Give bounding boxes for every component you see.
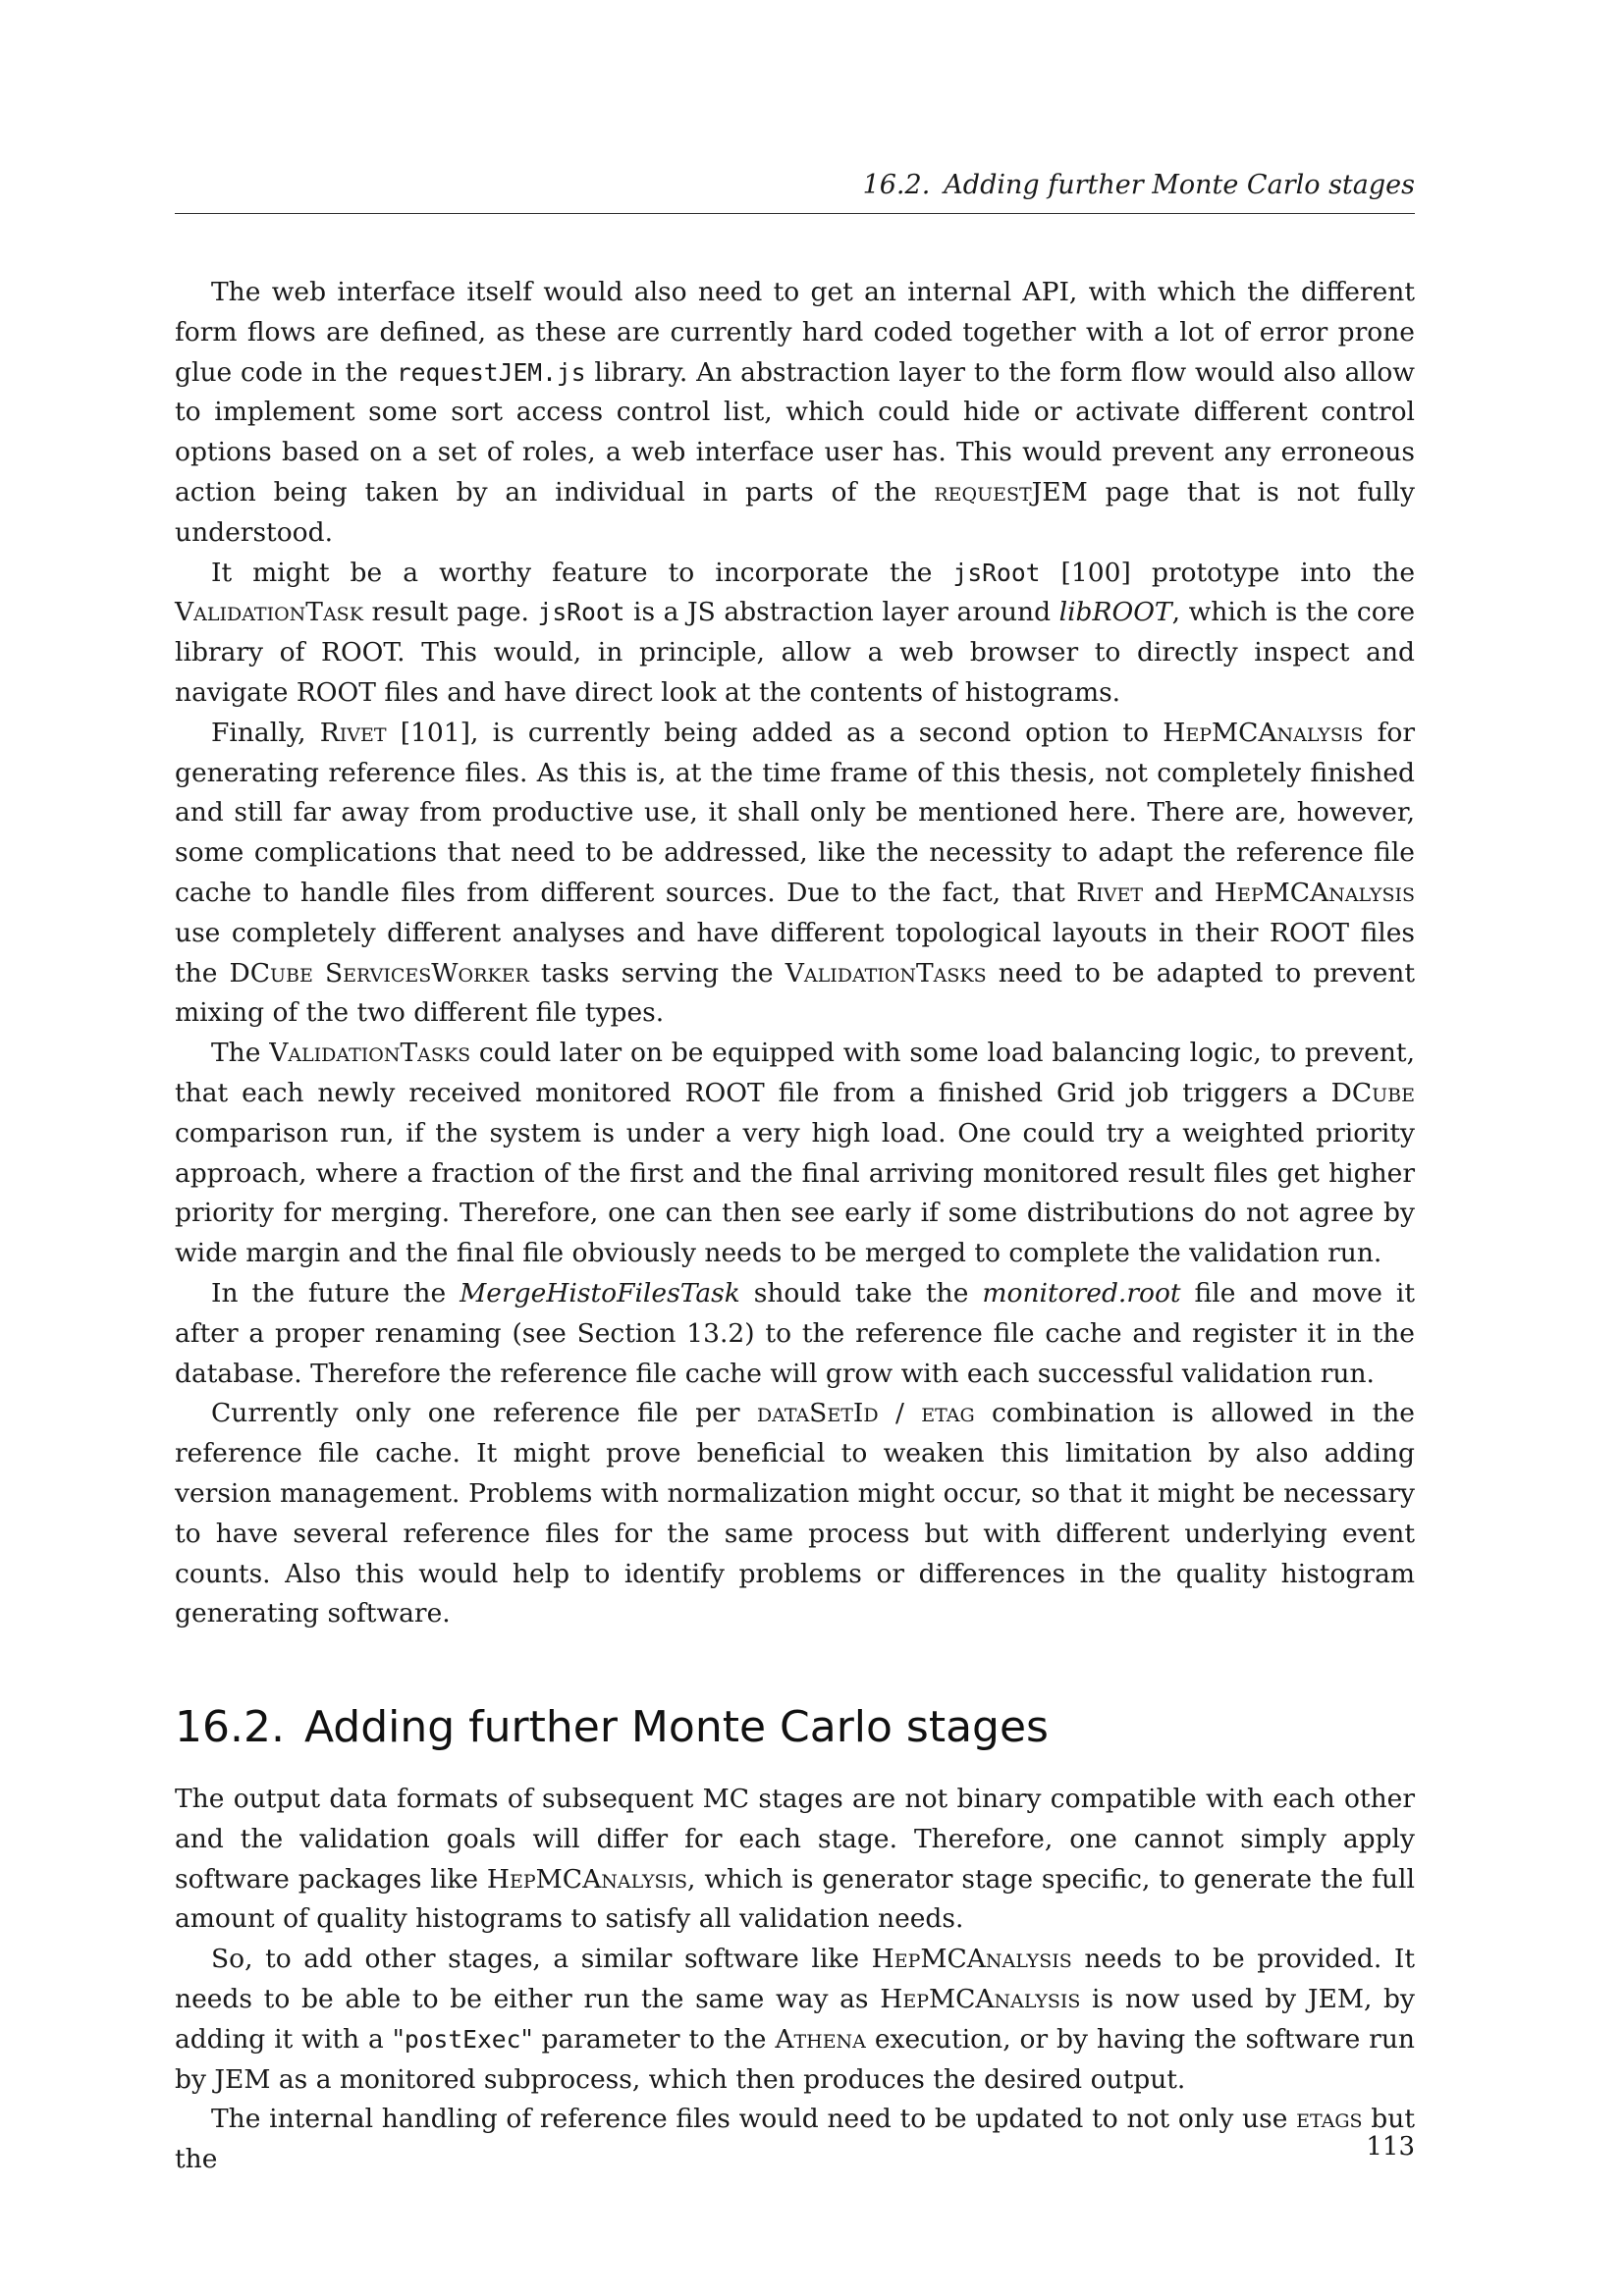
code-jsroot: jsRoot	[952, 558, 1041, 587]
body-text	[175, 273, 1415, 2180]
paragraph-output-formats: The output data formats of subsequent MC stages are not binary compatible with each other and the validation goals will differ for each stage. Therefore, one cannot simply apply software packages like HepMCAnalysis, which is generator stage specific, to generate the full amount of quality histograms to satisfy all validation needs.	[175, 1784, 1415, 1935]
page-number: 113	[1366, 2132, 1415, 2162]
smallcaps-hepmcanalysis: HepMCAnalysis	[1214, 877, 1415, 908]
smallcaps-hepmcanalysis: HepMCAnalysis	[880, 1984, 1081, 2015]
code-requestjem: requestJEM.js	[396, 357, 586, 387]
paragraph-rivet: Finally, Rivet [101], is currently being added as a second option to HepMCAnalysis for generating reference files. As this is, at the time frame of this thesis, not completely finished and still far away from productive use, it shall only be mentioned here. There are, however, some complications that need to be addressed, like the necessity to adapt the reference file cache to handle files from different sources. Due to the fact, that Rivet and HepMCAnalysis use completely different analyses and have different topological layouts in their ROOT files the DCube ServicesWorker tasks serving the ValidationTasks need to be adapted to prevent mixing of the two different file types.	[175, 717, 1416, 1029]
italic-libroot: libROOT	[1058, 597, 1172, 628]
smallcaps-dcube: DCube	[1330, 1077, 1415, 1108]
paragraph-internal-handling: The internal handling of reference files would need to be updated to not only use etags but the	[175, 2104, 1415, 2175]
paragraph-jsroot: It might be a worthy feature to incorporate the jsRoot [100] prototype into the ValidationTask result page. jsRoot is a JS abstraction layer around libROOT, which is the core library of ROOT. This would, in principle, allow a web browser to directly inspect and navigate ROOT files and have direct look at the contents of histograms.	[175, 557, 1416, 708]
smallcaps-validationtasks: ValidationTasks	[269, 1038, 471, 1069]
section-number: 16.2.	[175, 1702, 285, 1753]
header-section-title: Adding further Monte Carlo stages	[944, 170, 1415, 200]
italic-mergehistofilestask: MergeHistoFilesTask	[460, 1277, 740, 1308]
smallcaps-hepmcanalysis: HepMCAnalysis	[486, 1863, 688, 1895]
paragraph-load-balancing: The ValidationTasks could later on be equipped with some load balancing logic, to prevent, that each newly received monitored ROOT file from a finished Grid job triggers a DCube comparison run, if the system is under a very high load. One could try a weighted priority approach, where a fraction of the first and the final arriving monitored result files get higher priority for merging. Therefore, one can then see early if some distributions do not agree by wide margin and the final file obviously needs to be merged to complete the validation run.	[175, 1038, 1415, 1269]
smallcaps-rivet: Rivet	[319, 717, 387, 748]
header-rule	[175, 213, 1415, 214]
section-title: Adding further Monte Carlo stages	[303, 1702, 1049, 1753]
code-postexec: postExec	[404, 2024, 521, 2054]
smallcaps-dcube-servicesworker: DCube ServicesWorker	[229, 957, 529, 988]
paragraph-reference-file-cache: Currently only one reference file per dataSetId / etag combination is allowed in the reference file cache. It might prove beneficial to weaken this limitation by also adding version management. Problems with normalization might occur, so that it might be necessary to have several reference files for the same process but with different underlying event counts. Also this would help to identify problems or differences in the quality histogram generating software.	[175, 1398, 1415, 1629]
smallcaps-etags: etags	[1296, 2104, 1363, 2135]
smallcaps-athena: Athena	[775, 2023, 866, 2055]
paragraph-web-interface-api: The web interface itself would also need to get an internal API, with which the different form flows are defined, as these are currently hard coded together with a lot of error prone glue code in the requestJEM.js library. An abstraction layer to the form flow would also allow to implement some sort access control list, which could hide or activate different control options based on a set of roles, a web interface user has. This would prevent any erroneous action being taken by an individual in parts of the requestJEM page that is not fully understood.	[175, 277, 1415, 548]
italic-monitored-root: monitored.root	[982, 1277, 1181, 1308]
running-header	[175, 169, 1415, 202]
smallcaps-hepmcanalysis: HepMCAnalysis	[1163, 717, 1364, 748]
smallcaps-validationtasks: ValidationTasks	[785, 957, 987, 988]
paragraph-mergehistofilestask: In the future the MergeHistoFilesTask should take the monitored.root file and move it after a proper renaming (see Section 13.2) to the reference file cache and register it in the database. Therefore the reference file cache will grow with each successful validation run.	[175, 1277, 1415, 1389]
header-section-number: 16.2.	[862, 170, 931, 200]
code-jsroot: jsRoot	[537, 598, 625, 627]
smallcaps-validationtask: ValidationTask	[175, 597, 363, 628]
smallcaps-hepmcanalysis: HepMCAnalysis	[871, 1944, 1072, 1975]
smallcaps-requestjem: requestJEM	[934, 476, 1088, 507]
smallcaps-rivet: Rivet	[1076, 877, 1144, 908]
smallcaps-datasetid-etag: dataSetId / etag	[756, 1398, 975, 1429]
section-heading	[175, 1699, 1415, 1756]
paragraph-add-other-stages: So, to add other stages, a similar software like HepMCAnalysis needs to be provided. It needs to be able to be either run the same way as HepMCAnalysis is now used by JEM, by adding it with a "postExec" parameter to the Athena execution, or by having the software run by JEM as a monitored subprocess, which then produces the desired output.	[175, 1944, 1416, 2095]
